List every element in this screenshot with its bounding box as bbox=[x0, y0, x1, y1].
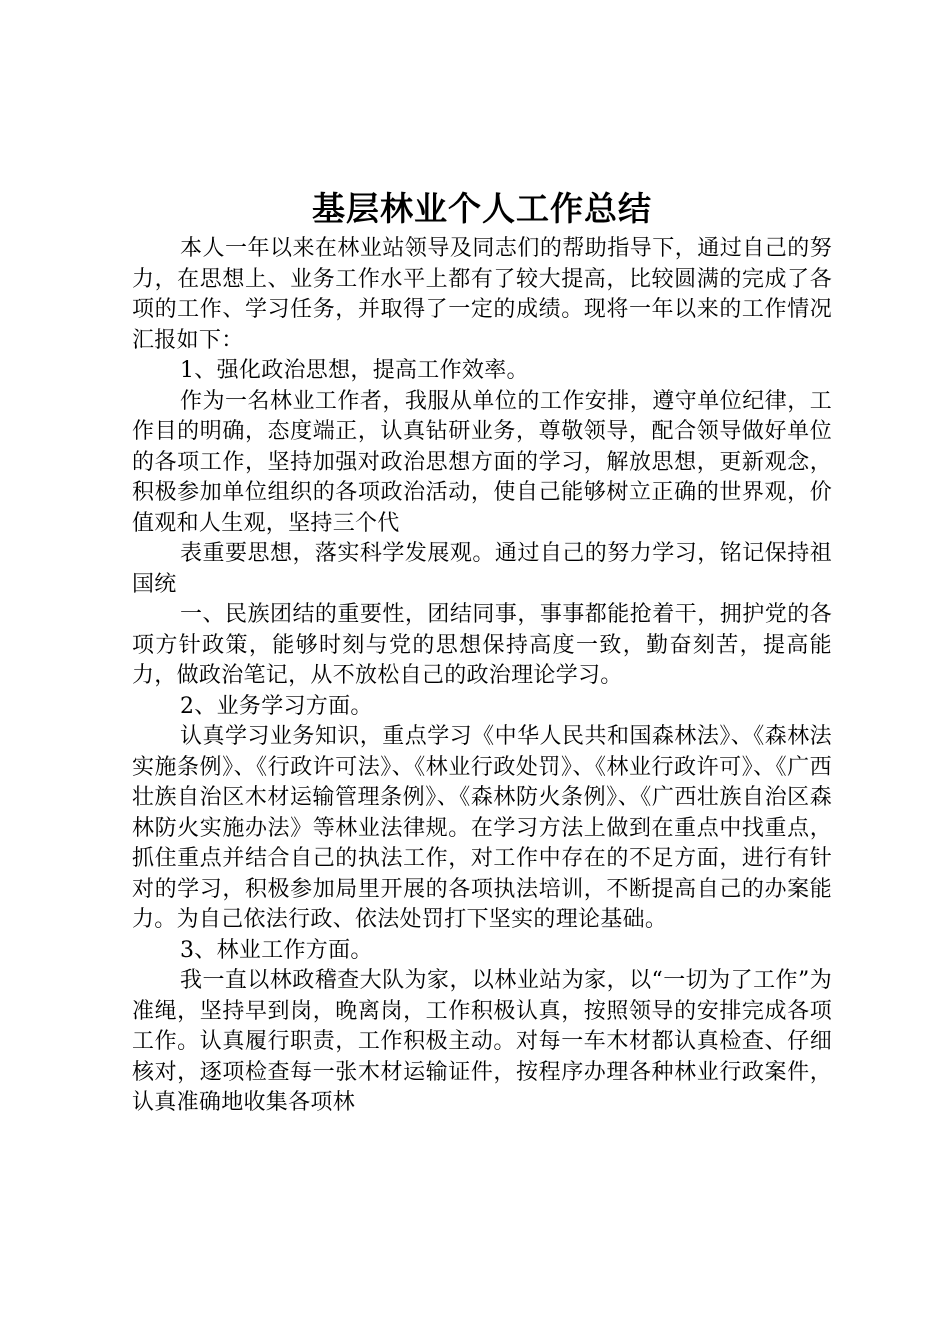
paragraph-politics: 作为一名林业工作者，我服从单位的工作安排，遵守单位纪律，工作目的明确，态度端正，认真钻研业务，尊敬领导，配合领导做好单位的各项工作，坚持加强对政治思想方面的学习，解放思想，更新观念，积极参加单位组织的各项政治活动，使自己能够树立正确的世界观，价值观和人生观，坚持三个代 bbox=[132, 388, 832, 536]
section-heading-1: 1、强化政治思想，提高工作效率。 bbox=[180, 358, 529, 383]
document-body bbox=[132, 234, 832, 1119]
document-page bbox=[132, 186, 832, 1119]
paragraph-unity: 一、民族团结的重要性，团结同事，事事都能抢着干，拥护党的各项方针政策，能够时刻与党的思想保持高度一致，勤奋刻苦，提高能力，做政治笔记，从不放松自己的政治理论学习。 bbox=[132, 602, 832, 688]
paragraph-politics-cont: 表重要思想，落实科学发展观。通过自己的努力学习，铭记保持祖国统 bbox=[132, 541, 832, 597]
paragraph-forestry-work: 我一直以林政稽查大队为家，以林业站为家，以“一切为了工作”为准绳，坚持早到岗，晚离岗，工作积极认真，按照领导的安排完成各项工作。认真履行职责，工作积极主动。对每一车木材都认真检查、仔细核对，逐项检查每一张木材运输证件，按程序办理各种林业行政案件，认真准确地收集各项林 bbox=[132, 968, 832, 1115]
document-title: 基层林业个人工作总结 bbox=[312, 189, 652, 228]
section-heading-2: 2、业务学习方面。 bbox=[180, 693, 373, 719]
section-heading-3: 3、林业工作方面。 bbox=[180, 937, 373, 963]
paragraph-intro: 本人一年以来在林业站领导及同志们的帮助指导下，通过自己的努力，在思想上、业务工作水平上都有了较大提高，比较圆满的完成了各项的工作、学习任务，并取得了一定的成绩。现将一年以来的工作情况汇报如下： bbox=[132, 236, 832, 353]
paragraph-study: 认真学习业务知识，重点学习《中华人民共和国森林法》、《森林法实施条例》、《行政许可法》、《林业行政处罚》、《林业行政许可》、《广西壮族自治区木材运输管理条例》、《森林防火条例》、《广西壮族自治区森林防火实施办法》等林业法律规。在学习方法上做到在重点中找重点，抓住重点并结合自己的执法工作，对工作中存在的不足方面，进行有针对的学习，积极参加局里开展的各项执法培训，不断提高自己的办案能力。为自己依法行政、依法处罚打下坚实的理论基础。 bbox=[132, 724, 832, 932]
